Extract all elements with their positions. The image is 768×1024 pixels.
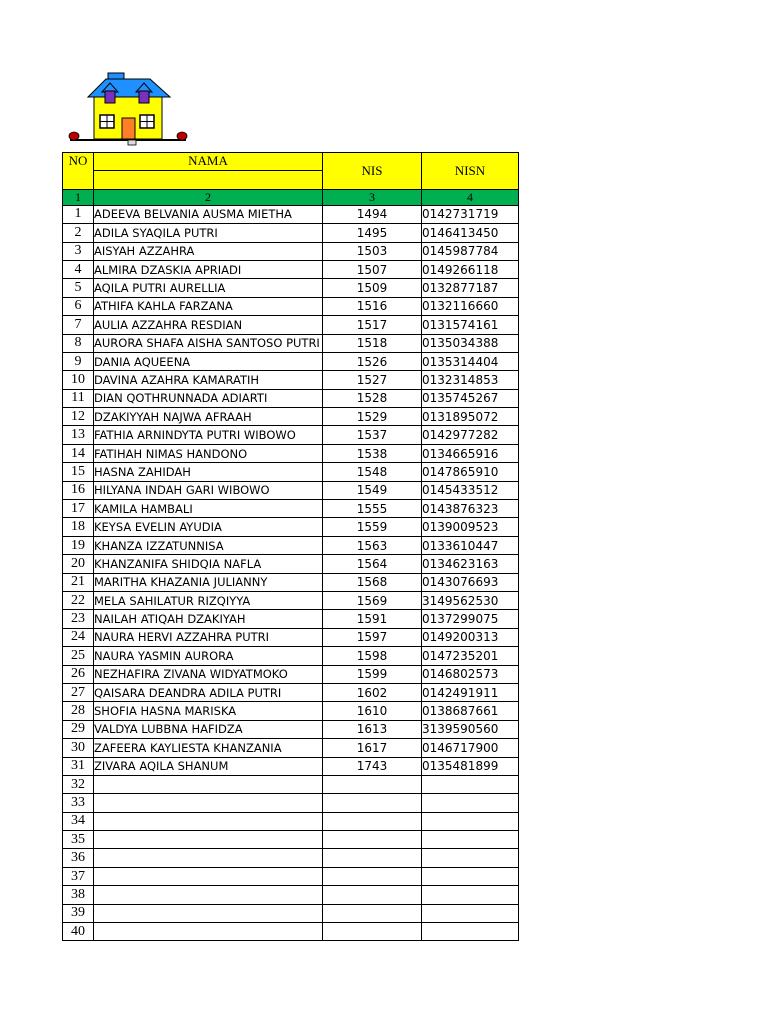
- row-no-cell[interactable]: 2: [63, 224, 94, 242]
- nisn-cell[interactable]: 0137299075: [422, 610, 519, 628]
- row-no-cell[interactable]: 22: [63, 591, 94, 609]
- index-cell[interactable]: 4: [422, 189, 519, 205]
- nis-cell[interactable]: 1529: [323, 408, 422, 426]
- name-cell[interactable]: KAMILA HAMBALI: [94, 500, 323, 518]
- nisn-cell[interactable]: 0142977282: [422, 426, 519, 444]
- name-cell[interactable]: DZAKIYYAH NAJWA AFRAAH: [94, 408, 323, 426]
- header-no[interactable]: NO: [63, 153, 94, 190]
- index-row: [63, 189, 519, 205]
- row-no-cell[interactable]: 34: [63, 812, 94, 830]
- table-row: [63, 683, 519, 701]
- nisn-cell[interactable]: [422, 904, 519, 922]
- nisn-cell[interactable]: 0145987784: [422, 242, 519, 260]
- row-no-cell[interactable]: 23: [63, 610, 94, 628]
- table-row: [63, 500, 519, 518]
- row-no-cell[interactable]: 16: [63, 481, 94, 499]
- name-cell[interactable]: VALDYA LUBBNA HAFIDZA: [94, 720, 323, 738]
- row-no-cell[interactable]: 36: [63, 849, 94, 867]
- nisn-cell[interactable]: 0135314404: [422, 352, 519, 370]
- name-cell[interactable]: [94, 904, 323, 922]
- row-no-cell[interactable]: 38: [63, 886, 94, 904]
- table-row: [63, 260, 519, 278]
- table-row: [63, 463, 519, 481]
- nis-cell[interactable]: 1537: [323, 426, 422, 444]
- nis-cell[interactable]: 1507: [323, 260, 422, 278]
- nis-cell[interactable]: 1610: [323, 702, 422, 720]
- nisn-cell[interactable]: 0147865910: [422, 463, 519, 481]
- nisn-cell[interactable]: 0134665916: [422, 444, 519, 462]
- table-row: [63, 573, 519, 591]
- nisn-cell[interactable]: 0147235201: [422, 647, 519, 665]
- table-row: [63, 591, 519, 609]
- nis-cell[interactable]: 1559: [323, 518, 422, 536]
- name-cell[interactable]: AULIA AZZAHRA RESDIAN: [94, 316, 323, 334]
- table-row: [63, 904, 519, 922]
- name-cell[interactable]: [94, 775, 323, 793]
- nisn-cell[interactable]: 0146413450: [422, 224, 519, 242]
- student-table: [62, 152, 519, 941]
- name-cell[interactable]: QAISARA DEANDRA ADILA PUTRI: [94, 683, 323, 701]
- row-no-cell[interactable]: 15: [63, 463, 94, 481]
- table-row: [63, 536, 519, 554]
- nisn-cell[interactable]: 0149266118: [422, 260, 519, 278]
- row-no-cell[interactable]: 6: [63, 297, 94, 315]
- table-row: [63, 610, 519, 628]
- table-row: [63, 352, 519, 370]
- name-cell[interactable]: [94, 831, 323, 849]
- table-row: [63, 518, 519, 536]
- nis-cell[interactable]: 1598: [323, 647, 422, 665]
- row-no-cell[interactable]: 12: [63, 408, 94, 426]
- name-cell[interactable]: ATHIFA KAHLA FARZANA: [94, 297, 323, 315]
- nis-cell[interactable]: 1509: [323, 279, 422, 297]
- table-row: [63, 555, 519, 573]
- name-cell[interactable]: SHOFIA HASNA MARISKA: [94, 702, 323, 720]
- row-no-cell[interactable]: 17: [63, 500, 94, 518]
- nis-cell[interactable]: 1599: [323, 665, 422, 683]
- nis-cell[interactable]: 1617: [323, 739, 422, 757]
- nis-cell[interactable]: 1518: [323, 334, 422, 352]
- nisn-cell[interactable]: 0142731719: [422, 205, 519, 223]
- nis-cell[interactable]: [323, 775, 422, 793]
- name-cell[interactable]: AISYAH AZZAHRA: [94, 242, 323, 260]
- nisn-cell[interactable]: [422, 831, 519, 849]
- nis-cell[interactable]: [323, 812, 422, 830]
- row-no-cell[interactable]: 35: [63, 831, 94, 849]
- row-no-cell[interactable]: 9: [63, 352, 94, 370]
- row-no-cell[interactable]: 26: [63, 665, 94, 683]
- nis-cell[interactable]: [323, 886, 422, 904]
- nis-cell[interactable]: 1613: [323, 720, 422, 738]
- nisn-cell[interactable]: 0139009523: [422, 518, 519, 536]
- row-no-cell[interactable]: 33: [63, 794, 94, 812]
- row-no-cell[interactable]: 24: [63, 628, 94, 646]
- nisn-cell[interactable]: 0135745267: [422, 389, 519, 407]
- table-row: [63, 426, 519, 444]
- table-row: [63, 757, 519, 775]
- table-row: [63, 849, 519, 867]
- name-cell[interactable]: KHANZANIFA SHIDQIA NAFLA: [94, 555, 323, 573]
- name-cell[interactable]: FATIHAH NIMAS HANDONO: [94, 444, 323, 462]
- index-cell[interactable]: 3: [323, 189, 422, 205]
- table-row: [63, 812, 519, 830]
- nisn-cell[interactable]: 0135034388: [422, 334, 519, 352]
- nisn-cell[interactable]: 0146802573: [422, 665, 519, 683]
- nis-cell[interactable]: 1743: [323, 757, 422, 775]
- nisn-cell[interactable]: 0134623163: [422, 555, 519, 573]
- row-no-cell[interactable]: 29: [63, 720, 94, 738]
- nisn-cell[interactable]: 0146717900: [422, 739, 519, 757]
- header-row: [63, 153, 519, 171]
- name-cell[interactable]: ADEEVA BELVANIA AUSMA MIETHA: [94, 205, 323, 223]
- row-no-cell[interactable]: 3: [63, 242, 94, 260]
- table-row: [63, 867, 519, 885]
- nis-cell[interactable]: 1568: [323, 573, 422, 591]
- nis-cell[interactable]: 1548: [323, 463, 422, 481]
- name-cell[interactable]: ZAFEERA KAYLIESTA KHANZANIA: [94, 739, 323, 757]
- nis-cell[interactable]: 1597: [323, 628, 422, 646]
- table-row: [63, 481, 519, 499]
- nisn-cell[interactable]: 3149562530: [422, 591, 519, 609]
- header-nama[interactable]: NAMA: [94, 153, 323, 171]
- nis-cell[interactable]: 1526: [323, 352, 422, 370]
- nisn-cell[interactable]: 0132314853: [422, 371, 519, 389]
- nis-cell[interactable]: 1517: [323, 316, 422, 334]
- name-cell[interactable]: NEZHAFIRA ZIVANA WIDYATMOKO: [94, 665, 323, 683]
- name-cell[interactable]: DAVINA AZAHRA KAMARATIH: [94, 371, 323, 389]
- nisn-cell[interactable]: 0132116660: [422, 297, 519, 315]
- row-no-cell[interactable]: 18: [63, 518, 94, 536]
- name-cell[interactable]: AQILA PUTRI AURELLIA: [94, 279, 323, 297]
- name-cell[interactable]: MELA SAHILATUR RIZQIYYA: [94, 591, 323, 609]
- nisn-cell[interactable]: 0131574161: [422, 316, 519, 334]
- row-no-cell[interactable]: 31: [63, 757, 94, 775]
- name-cell[interactable]: [94, 794, 323, 812]
- nis-cell[interactable]: 1503: [323, 242, 422, 260]
- name-cell[interactable]: KHANZA IZZATUNNISA: [94, 536, 323, 554]
- name-cell[interactable]: HASNA ZAHIDAH: [94, 463, 323, 481]
- nis-cell[interactable]: 1527: [323, 371, 422, 389]
- nisn-cell[interactable]: [422, 812, 519, 830]
- table-row: [63, 316, 519, 334]
- nis-cell[interactable]: [323, 923, 422, 941]
- name-cell[interactable]: NAURA HERVI AZZAHRA PUTRI: [94, 628, 323, 646]
- nisn-cell[interactable]: 3139590560: [422, 720, 519, 738]
- table-row: [63, 297, 519, 315]
- table-row: [63, 702, 519, 720]
- nisn-cell[interactable]: [422, 849, 519, 867]
- table-row: [63, 775, 519, 793]
- row-no-cell[interactable]: 28: [63, 702, 94, 720]
- row-no-cell[interactable]: 39: [63, 904, 94, 922]
- nis-cell[interactable]: 1569: [323, 591, 422, 609]
- row-no-cell[interactable]: 10: [63, 371, 94, 389]
- nisn-cell[interactable]: 0135481899: [422, 757, 519, 775]
- row-no-cell[interactable]: 5: [63, 279, 94, 297]
- name-cell[interactable]: [94, 849, 323, 867]
- name-cell[interactable]: [94, 886, 323, 904]
- name-cell[interactable]: KEYSA EVELIN AYUDIA: [94, 518, 323, 536]
- name-cell[interactable]: ADILA SYAQILA PUTRI: [94, 224, 323, 242]
- row-no-cell[interactable]: 37: [63, 867, 94, 885]
- nis-cell[interactable]: [323, 849, 422, 867]
- row-no-cell[interactable]: 1: [63, 205, 94, 223]
- table-row: [63, 334, 519, 352]
- nisn-cell[interactable]: [422, 794, 519, 812]
- nis-cell[interactable]: 1516: [323, 297, 422, 315]
- header-nama-sub[interactable]: [94, 171, 323, 189]
- row-no-cell[interactable]: 32: [63, 775, 94, 793]
- table-row: [63, 279, 519, 297]
- index-cell[interactable]: 1: [63, 189, 94, 205]
- nis-cell[interactable]: [323, 831, 422, 849]
- nis-cell[interactable]: 1538: [323, 444, 422, 462]
- name-cell[interactable]: FATHIA ARNINDYTA PUTRI WIBOWO: [94, 426, 323, 444]
- nis-cell[interactable]: 1495: [323, 224, 422, 242]
- nisn-cell[interactable]: 0132877187: [422, 279, 519, 297]
- nis-cell[interactable]: 1591: [323, 610, 422, 628]
- house-icon: [66, 70, 190, 150]
- row-no-cell[interactable]: 25: [63, 647, 94, 665]
- nis-cell[interactable]: 1549: [323, 481, 422, 499]
- table-row: [63, 665, 519, 683]
- nis-cell[interactable]: [323, 867, 422, 885]
- name-cell[interactable]: DIAN QOTHRUNNADA ADIARTI: [94, 389, 323, 407]
- table-row: [63, 794, 519, 812]
- row-no-cell[interactable]: 21: [63, 573, 94, 591]
- name-cell[interactable]: AURORA SHAFA AISHA SANTOSO PUTRI: [94, 334, 323, 352]
- row-no-cell[interactable]: 4: [63, 260, 94, 278]
- nisn-cell[interactable]: [422, 886, 519, 904]
- nisn-cell[interactable]: [422, 775, 519, 793]
- row-no-cell[interactable]: 20: [63, 555, 94, 573]
- nis-cell[interactable]: [323, 904, 422, 922]
- table-row: [63, 923, 519, 941]
- header-nis[interactable]: NIS: [323, 153, 422, 190]
- table-row: [63, 444, 519, 462]
- nis-cell[interactable]: 1528: [323, 389, 422, 407]
- header-nisn[interactable]: NISN: [422, 153, 519, 190]
- name-cell[interactable]: ZIVARA AQILA SHANUM: [94, 757, 323, 775]
- nisn-cell[interactable]: [422, 867, 519, 885]
- name-cell[interactable]: NAILAH ATIQAH DZAKIYAH: [94, 610, 323, 628]
- row-no-cell[interactable]: 40: [63, 923, 94, 941]
- table-row: [63, 224, 519, 242]
- row-no-cell[interactable]: 13: [63, 426, 94, 444]
- row-no-cell[interactable]: 11: [63, 389, 94, 407]
- table-row: [63, 831, 519, 849]
- nisn-cell[interactable]: 0143876323: [422, 500, 519, 518]
- nisn-cell[interactable]: 0133610447: [422, 536, 519, 554]
- table-row: [63, 371, 519, 389]
- table-row: [63, 389, 519, 407]
- row-no-cell[interactable]: 19: [63, 536, 94, 554]
- nisn-cell[interactable]: 0149200313: [422, 628, 519, 646]
- table-row: [63, 242, 519, 260]
- table-row: [63, 628, 519, 646]
- table-row: [63, 720, 519, 738]
- name-cell[interactable]: HILYANA INDAH GARI WIBOWO: [94, 481, 323, 499]
- nis-cell[interactable]: [323, 794, 422, 812]
- nisn-cell[interactable]: 0138687661: [422, 702, 519, 720]
- nisn-cell[interactable]: 0142491911: [422, 683, 519, 701]
- nisn-cell[interactable]: 0145433512: [422, 481, 519, 499]
- table-row: [63, 205, 519, 223]
- name-cell[interactable]: DANIA AQUEENA: [94, 352, 323, 370]
- name-cell[interactable]: [94, 867, 323, 885]
- table-row: [63, 647, 519, 665]
- table-row: [63, 739, 519, 757]
- row-no-cell[interactable]: 27: [63, 683, 94, 701]
- name-cell[interactable]: [94, 812, 323, 830]
- nisn-cell[interactable]: 0143076693: [422, 573, 519, 591]
- nisn-cell[interactable]: 0131895072: [422, 408, 519, 426]
- table-row: [63, 886, 519, 904]
- nis-cell[interactable]: 1602: [323, 683, 422, 701]
- nis-cell[interactable]: 1494: [323, 205, 422, 223]
- index-cell[interactable]: 2: [94, 189, 323, 205]
- name-cell[interactable]: [94, 923, 323, 941]
- name-cell[interactable]: MARITHA KHAZANIA JULIANNY: [94, 573, 323, 591]
- name-cell[interactable]: ALMIRA DZASKIA APRIADI: [94, 260, 323, 278]
- row-no-cell[interactable]: 30: [63, 739, 94, 757]
- nis-cell[interactable]: 1555: [323, 500, 422, 518]
- nis-cell[interactable]: 1564: [323, 555, 422, 573]
- nisn-cell[interactable]: [422, 923, 519, 941]
- name-cell[interactable]: NAURA YASMIN AURORA: [94, 647, 323, 665]
- row-no-cell[interactable]: 14: [63, 444, 94, 462]
- row-no-cell[interactable]: 8: [63, 334, 94, 352]
- row-no-cell[interactable]: 7: [63, 316, 94, 334]
- nis-cell[interactable]: 1563: [323, 536, 422, 554]
- table-row: [63, 408, 519, 426]
